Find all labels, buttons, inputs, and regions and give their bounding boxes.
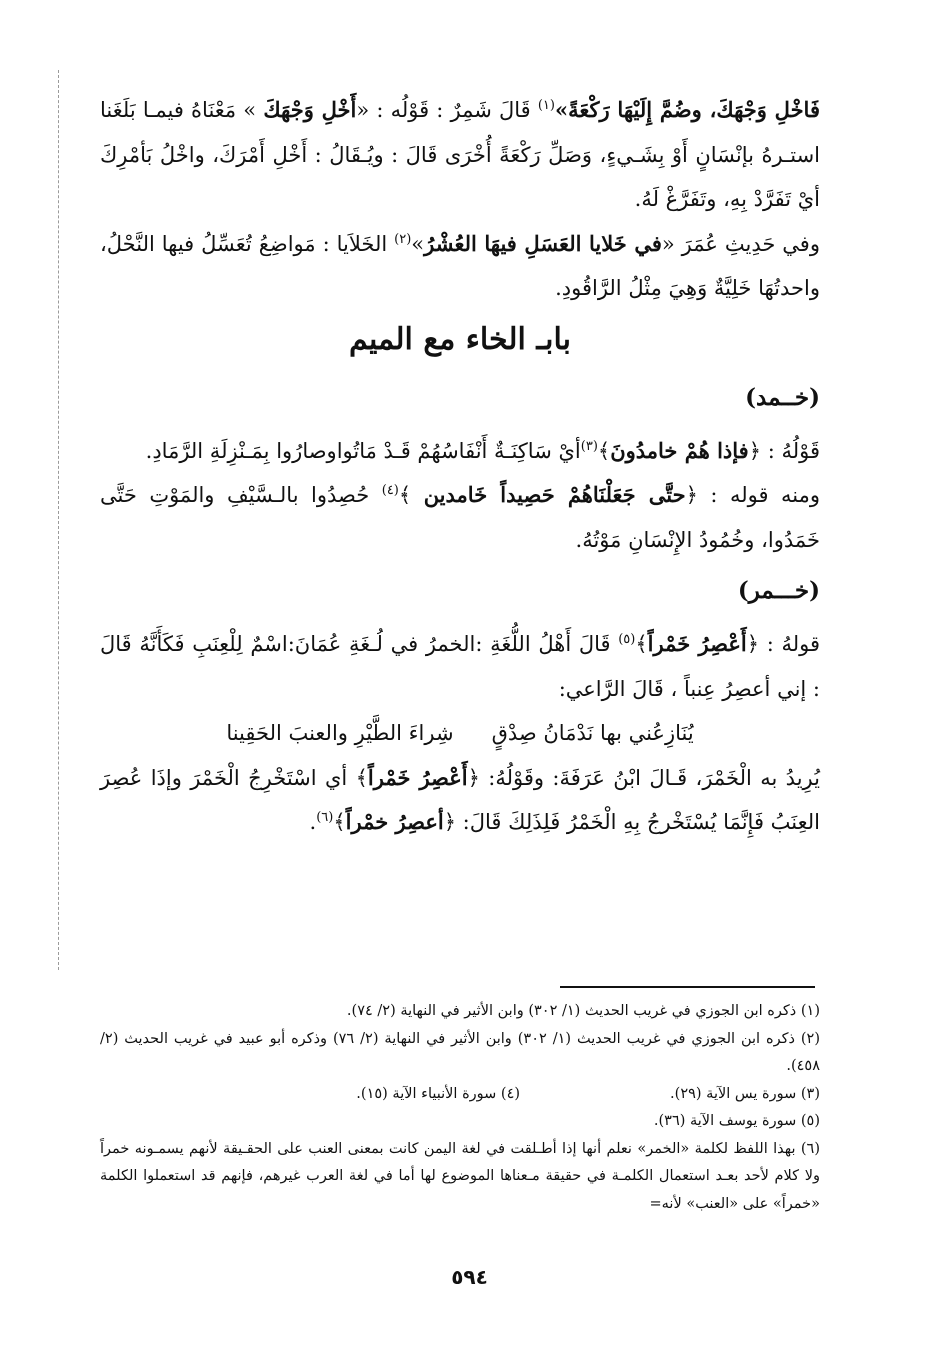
p4-text-2: ﴾ xyxy=(398,483,424,507)
p3-text-2: ﴾ xyxy=(597,438,611,463)
footnote-ref-3[interactable]: (٣) xyxy=(580,438,598,454)
p5-text-3: قَالَ أَهْلُ اللُّغَةِ :الخمرُ في لُـغَةِ عُمَانَ:اسْمٌ لِلْعِنَبِ فَكَأَنَّهُ قَالَ : إني أعصِرُ عِنباً ، قَالَ الرَّاعي: xyxy=(100,632,820,701)
p6-text-3: ﴾ xyxy=(333,810,346,834)
main-text xyxy=(100,88,820,845)
margin-dashed-line xyxy=(58,70,59,970)
p1-quote: أَخْلِ وَجْهَكَ xyxy=(263,97,357,122)
footnote-3: (٣) سورة يس الآية (٢٩). xyxy=(670,1085,820,1102)
p4-text-3: حُصِدُوا بالـسَّيْفِ والمَوْتِ حَتَّى خَمَدُوا، وخُمُودُ الإِنْسَانِ مَوْتُهُ. xyxy=(100,483,820,552)
p2-quote: في خَلايا العَسَلِ فيهَا العُشْرُ xyxy=(424,230,662,256)
footnote-1: (١) ذكره ابن الجوزي في غريب الحديث (١/ ٣٠٢) وابن الأثير في النهاية (٢/ ٧٤). xyxy=(346,1003,820,1019)
paragraph-5 xyxy=(100,622,820,711)
p1-text-2: قَالَ شَمِرٌ : قَوْلُه : « xyxy=(356,98,538,122)
footnote-row-3-4 xyxy=(100,1081,820,1109)
page-number: ٥٩٤ xyxy=(451,1265,488,1289)
footnote-ref-2[interactable]: (٢) xyxy=(394,231,412,247)
footnote-ref-5[interactable]: (٥) xyxy=(618,632,636,647)
p6-quote-2: أعصِرُ خمْراً xyxy=(345,809,444,834)
footnote-ref-4[interactable]: (٤) xyxy=(381,483,399,498)
section-heading-khamr: (خـــمر) xyxy=(737,577,820,604)
paragraph-3 xyxy=(100,429,820,474)
footnote-separator xyxy=(560,986,815,988)
chapter-title: بابـ الخاء مع الميم xyxy=(349,321,571,357)
p6-text-1: يُرِيدُ به الْخَمْرَ، قَـالَ ابْنُ عَرَفَةَ: وقَوْلُهُ: ﴿ xyxy=(467,765,820,790)
section-heading-khamad: (خــمد) xyxy=(745,383,820,411)
footnote-ref-6[interactable]: (٦) xyxy=(316,810,334,825)
footnote-5: (٥) سورة يوسف الآية (٣٦). xyxy=(653,1113,820,1129)
footnote-2: (٢) ذكره ابن الجوزي في غريب الحديث (١/ ٣٠٢) وابن الأثير في النهاية (٢/ ٧٦) وذكره أبو عبيد في غريب الحديث (٢/ ٤٥٨). xyxy=(100,1030,821,1074)
p5-text-1: قولهُ : ﴿ xyxy=(746,632,820,656)
footnote-ref-1[interactable]: (١) xyxy=(537,98,555,113)
poem-verse xyxy=(100,711,820,756)
footnote-4: (٤) سورة الأنبياء الآية (١٥). xyxy=(356,1085,521,1102)
p6-quote-1: أَعْصِرُ خَمْراً xyxy=(367,764,468,790)
poem-hemistich-2: شِراءَ الطَّيْرِ والعنبَ الحَقِينا xyxy=(226,721,454,745)
poem-hemistich-1: يُنَازِعُني بها نَدْمَانُ صِدْقٍ xyxy=(491,721,694,745)
p3-text-1: قَوْلُهُ : ﴿ xyxy=(748,438,820,463)
footnote-6: (٦) بهذا اللفظ لكلمة «الخمر» نعلم أنها إذا أطـلقت في لغة اليمن كانت بمعنى العنب على الحقـيقة لأنهم يسمـونه خمراً ولا كلام لأحد بعـد استعمال الكلمـة في حقيقة مـعناها الموضوع لها أما في لغة العرب غيرهم، فإنهم قد استعملوا الكلمة «خمراً» على «العنب» لأنه= xyxy=(100,1140,820,1212)
p6-text-4: . xyxy=(309,810,317,834)
p2-text-2: » xyxy=(411,231,425,256)
p4-text-1: ومنه قوله : ﴿ xyxy=(685,483,821,507)
p6-text-2: ﴾ أي اسْتَخْرِجُ الْخَمْرَ وإذَا عُصِرَ العِنَبُ فَإِنَّمَا يُسْتَخْرجُ بِهِ الْخَمْرُ فَلِذَلِكَ قَالَ: ﴿ xyxy=(100,765,820,834)
paragraph-1 xyxy=(100,88,820,222)
p3-text-3: أيْ سَاكِنَـةٌ أَنْفَاسُهُمْ قَـدْ مَاتُواوصارُوا بِمَـنْزِلَةِ الرَّمَادِ. xyxy=(145,438,581,463)
p1-text-1: فَاخْلِ وَجْهَكَ، وضُمَّ إِلَيْهَا رَكْعَةً» xyxy=(554,97,820,122)
p4-quote: حتَّى جَعَلْنَاهُمْ حَصِيداً خَامدين xyxy=(423,482,686,507)
p1-text-3: » مَعْنَاهُ فيمـا بَلَغَنا استـرهُ بإنْسَانٍ أَوْ بِشَـيءٍ، وَصَلِّ رَكْعَةً أُخْرَى قَالَ : ويُـقَالُ : أَخْلِ أَمْرَكَ، واخْلُ بَأمْرِكَ أيْ تَفَرَّدْ بِهِ، وتَفَرَّغْ لَهُ. xyxy=(100,98,820,211)
p3-quote: فإذا هُمْ خامدُونَ xyxy=(610,437,749,463)
paragraph-4 xyxy=(100,473,820,562)
p5-text-2: ﴾ xyxy=(635,632,648,656)
p5-quote: أَعْصِرُ خَمْراً xyxy=(647,631,747,656)
p2-text-3: الخَلاَيا : مَواضِعُ تُعَسِّلُ فيها النَّحْلُ، واحدتُهَا خَلِيَّةٌ وَهِيَ مِثْلُ الرَّاقُودِ. xyxy=(100,231,820,300)
footnotes xyxy=(100,998,820,1218)
paragraph-6 xyxy=(100,756,820,845)
p2-text-1: وفي حَدِيثِ عُمَرَ « xyxy=(661,231,820,256)
paragraph-2 xyxy=(100,222,820,311)
